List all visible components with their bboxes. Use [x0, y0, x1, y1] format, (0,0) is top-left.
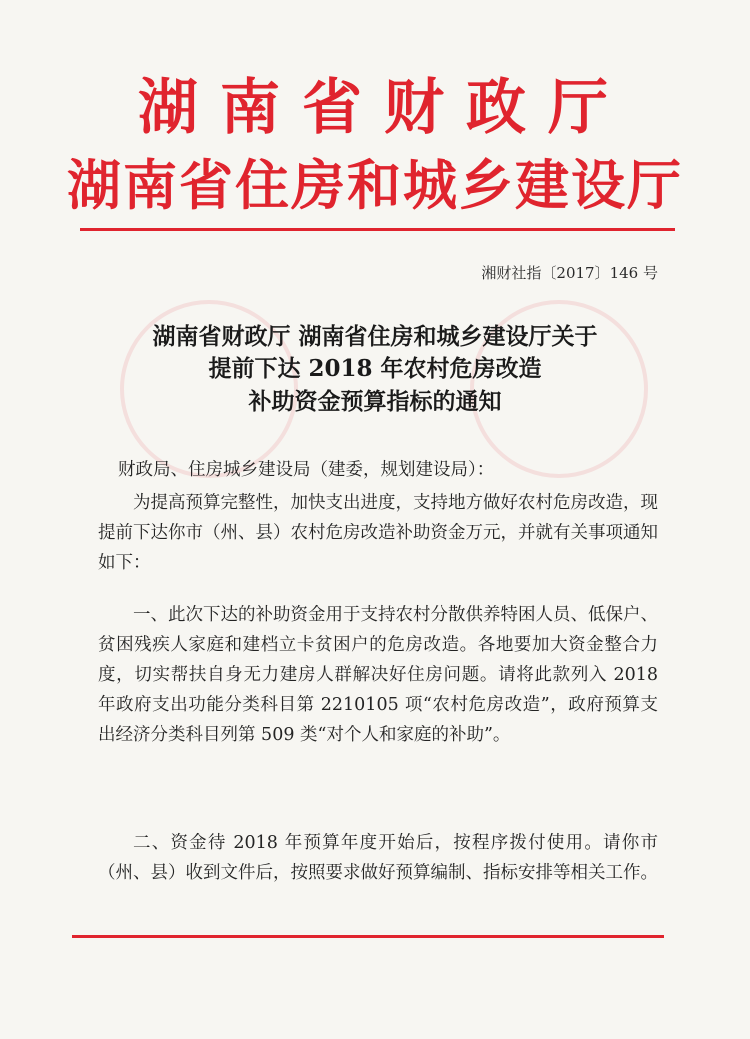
- document-title-line3: 补助资金预算指标的通知: [248, 388, 502, 415]
- document-title-line1: 湖南省财政厅 湖南省住房和城乡建设厅关于: [152, 323, 598, 350]
- paragraph-intro: 为提高预算完整性，加快支出进度，支持地方做好农村危房改造，现提前下达你市（州、县）农村危房改造补助资金万元，并就有关事项通知如下：: [98, 493, 658, 573]
- footer-divider: [72, 935, 664, 938]
- paragraph-item-2: 二、资金待 2018 年预算年度开始后，按程序拨付使用。请你市（州、县）收到文件后，按照要求做好预算编制、指标安排等相关工作。: [98, 833, 658, 883]
- issuer-name-housing: 湖南省住房和城乡建设厅: [67, 153, 683, 217]
- header-divider: [80, 228, 675, 231]
- recipient-line: 财政局、住房城乡建设局（建委，规划建设局）：: [118, 460, 495, 480]
- paragraph-item-1: 一、此次下达的补助资金用于支持农村分散供养特困人员、低保户、贫困残疾人家庭和建档立卡贫困户的危房改造。各地要加大资金整合力度，切实帮扶自身无力建房人群解决好住房问题。请将此款列入 2018 年政府支出功能分类科目第 2210105 项“农村危房改造”，政府预算支出经济分类科目列第 509 类“对个人和家庭的补助”。: [98, 605, 658, 745]
- document-title-line2: 提前下达 2018 年农村危房改造: [208, 355, 542, 382]
- issuer-name-finance: 湖南省财政厅: [138, 73, 630, 143]
- document-number: 湘财社指〔2017〕146 号: [481, 264, 658, 282]
